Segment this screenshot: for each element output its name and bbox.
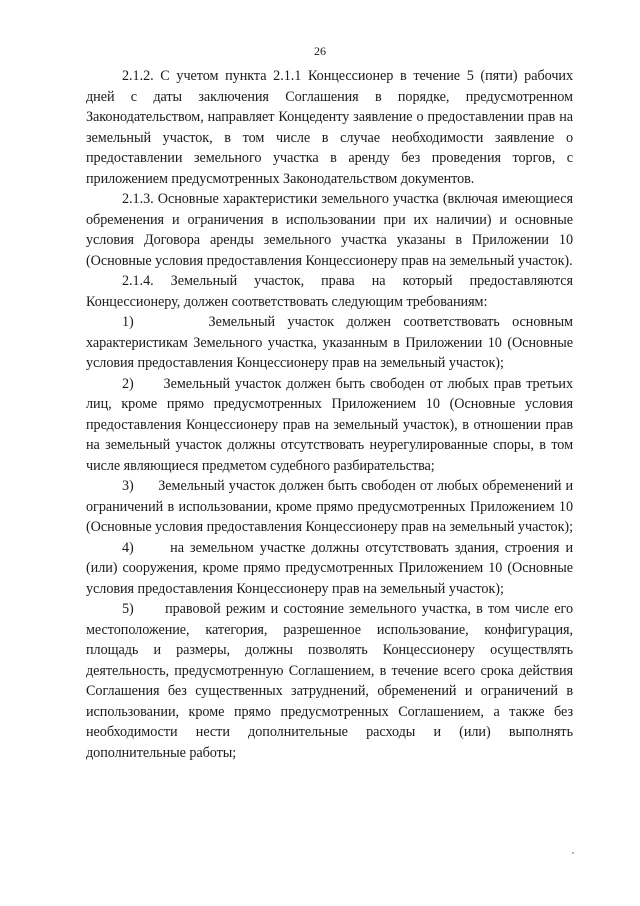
list-item-4: 4) на земельном участке должны отсутствовать здания, строения и (или) сооружения, кроме прямо предусмотренных Приложением 10 (Основные условия предоставления Концессионеру прав на земельный участок); [86, 539, 577, 597]
paragraph-2-1-3: 2.1.3. Основные характеристики земельного участка (включая имеющиеся обременения и ограничения в использовании при их наличии) и основные условия Договора аренды земельного участка указаны в Приложении 10 (Основные условия предоставления Концессионеру прав на земельный участок). [86, 191, 573, 269]
list-item-3: 3) Земельный участок должен быть свободен от любых обременений и ограничений в использовании, кроме прямо предусмотренных Приложением 10 (Основные условия предоставления Концессионеру прав на земельный участок); [86, 478, 577, 535]
list-item-5: 5) правовой режим и состояние земельного участка, в том числе его местоположение, категория, разрешенное использование, конфигурация, площадь и размеры, должны позволять Концессионеру осуществлять деятельность, предусмотренную Соглашением, в течение всего срока действия Соглашения без существенных затруднений, обременений и ограничений в использовании, кроме прямо предусмотренных Соглашением, а также без необходимости нести дополнительные расходы и (или) выполнять дополнительные работы; [86, 601, 577, 761]
scan-speck [572, 852, 574, 854]
page-number: 26 [314, 44, 326, 58]
paragraph-2-1-2: 2.1.2. С учетом пункта 2.1.1 Концессионер в течение 5 (пяти) рабочих дней с даты заключения Соглашения в порядке, предусмотренном Законодательством, направляет Концеденту заявление о предоставлении прав на земельный участок, в том числе в случае необходимости заявление о предоставлении земельного участка в аренду без проведения торгов, с приложением предусмотренных Законодательством документов. [86, 68, 573, 187]
list-item-1: 1) Земельный участок должен соответствовать основным характеристикам Земельного участка, указанным в Приложении 10 (Основные условия предоставления Концессионеру прав на земельный участок); [86, 314, 577, 371]
list-item-2: 2) Земельный участок должен быть свободен от любых прав третьих лиц, кроме прямо предусмотренных Приложением 10 (Основные условия предоставления Концессионеру прав на земельный участок), в отношении прав на земельный участок должны отсутствовать неурегулированные споры, в том числе являющиеся предметом судебного разбирательства; [86, 375, 577, 474]
document-body [86, 66, 577, 763]
paragraph-2-1-4: 2.1.4. Земельный участок, права на который предоставляются Концессионеру, должен соответствовать следующим требованиям: [86, 273, 573, 310]
